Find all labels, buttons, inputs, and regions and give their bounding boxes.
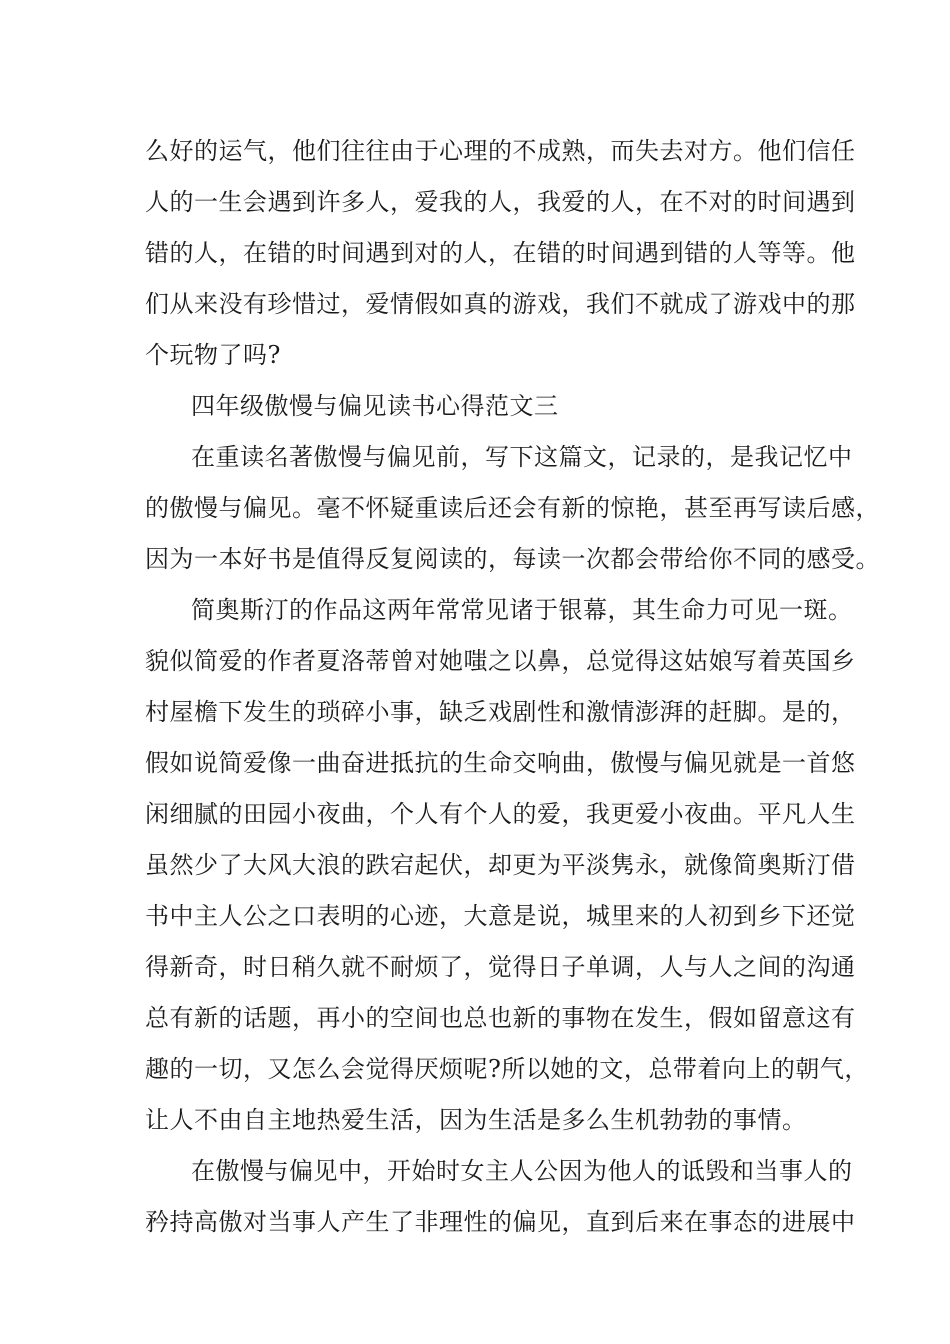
text-line: 闲细腻的田园小夜曲，个人有个人的爱，我更爱小夜曲。平凡人生: [145, 800, 856, 828]
text-line: 貌似简爱的作者夏洛蒂曾对她嗤之以鼻，总觉得这姑娘写着英国乡: [145, 647, 856, 675]
section-heading: 四年级傲慢与偏见读书心得范文三: [191, 392, 559, 420]
paragraph-start: 简奥斯汀的作品这两年常常见诸于银幕，其生命力可见一斑。: [191, 596, 853, 624]
paragraph-start: 在重读名著傲慢与偏见前，写下这篇文，记录的，是我记忆中: [191, 443, 853, 471]
paragraph-start: 在傲慢与偏见中，开始时女主人公因为他人的诋毁和当事人的: [191, 1157, 853, 1185]
text-line: 假如说简爱像一曲奋进抵抗的生命交响曲，傲慢与偏见就是一首悠: [145, 749, 856, 777]
text-line: 书中主人公之口表明的心迹，大意是说，城里来的人初到乡下还觉: [145, 902, 856, 930]
text-line: 矜持高傲对当事人产生了非理性的偏见，直到后来在事态的进展中: [145, 1208, 856, 1236]
text-line: 让人不由自主地热爱生活，因为生活是多么生机勃勃的事情。: [145, 1106, 807, 1134]
text-line: 因为一本好书是值得反复阅读的，每读一次都会带给你不同的感受。: [145, 545, 880, 573]
text-line: 虽然少了大风大浪的跌宕起伏，却更为平淡隽永，就像简奥斯汀借: [145, 851, 856, 879]
text-line: 人的一生会遇到许多人，爱我的人，我爱的人，在不对的时间遇到: [145, 188, 856, 216]
text-line: 得新奇，时日稍久就不耐烦了，觉得日子单调，人与人之间的沟通: [145, 953, 856, 981]
text-line: 的傲慢与偏见。毫不怀疑重读后还会有新的惊艳，甚至再写读后感，: [145, 494, 880, 522]
text-line: 趣的一切，又怎么会觉得厌烦呢?所以她的文，总带着向上的朝气，: [145, 1055, 869, 1083]
text-line: 错的人，在错的时间遇到对的人，在错的时间遇到错的人等等。他: [145, 239, 856, 267]
document-body: [145, 126, 880, 1248]
text-line: 么好的运气，他们往往由于心理的不成熟，而失去对方。他们信任: [145, 137, 856, 165]
text-line: 们从来没有珍惜过，爱情假如真的游戏，我们不就成了游戏中的那: [145, 290, 856, 318]
text-line: 总有新的话题，再小的空间也总也新的事物在发生，假如留意这有: [145, 1004, 856, 1032]
text-line: 村屋檐下发生的琐碎小事，缺乏戏剧性和激情澎湃的赶脚。是的，: [145, 698, 856, 726]
text-line: 个玩物了吗?: [145, 341, 281, 369]
